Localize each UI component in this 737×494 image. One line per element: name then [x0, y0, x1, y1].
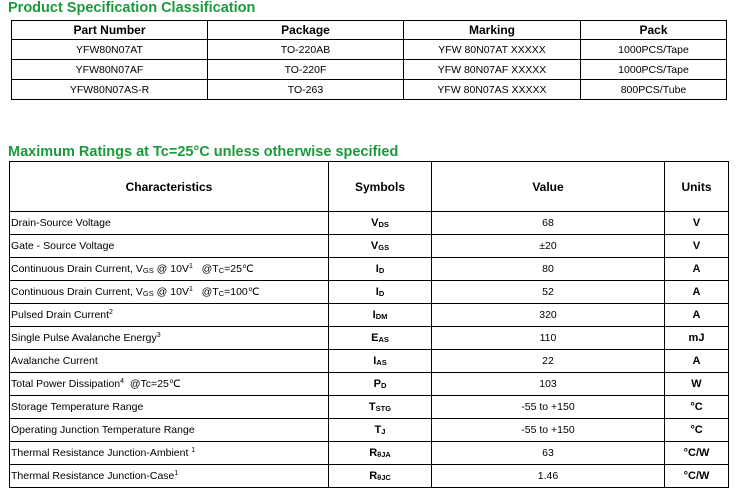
footnote-ref: 1 — [174, 470, 179, 477]
part-number-cell: YFW80N07AF — [12, 60, 208, 80]
unit-cell: °C/W — [665, 442, 729, 465]
symbol-letter: I — [375, 286, 379, 298]
characteristic-cell — [10, 281, 329, 304]
unit-cell: A — [665, 281, 729, 304]
symbol-letter: P — [373, 378, 381, 390]
footnote-ref: 3 — [156, 332, 161, 339]
characteristic-text: Storage Temperature Range — [11, 401, 144, 413]
package-cell: TO-263 — [208, 80, 404, 100]
characteristic-cell — [10, 419, 329, 442]
characteristic-text-part: =25℃ — [224, 263, 254, 275]
symbol-letter: V — [371, 217, 379, 229]
value-cell: 103 — [432, 373, 665, 396]
ratings-row — [10, 212, 729, 235]
spec-row — [12, 40, 727, 60]
spec-header-pack: Pack — [581, 21, 727, 40]
ratings-header-symbols: Symbols — [329, 162, 432, 212]
symbol-subscript: DM — [375, 312, 388, 321]
characteristic-text: Single Pulse Avalanche Energy — [11, 332, 157, 344]
symbol-cell — [329, 235, 432, 258]
symbol-subscript: AS — [378, 335, 389, 344]
unit-cell: A — [665, 258, 729, 281]
symbol-subscript: D — [380, 381, 387, 390]
symbol-cell — [329, 304, 432, 327]
ratings-header-units: Units — [665, 162, 729, 212]
ratings-table — [9, 161, 729, 488]
value-cell: 63 — [432, 442, 665, 465]
characteristic-text-part: @ 10V — [153, 263, 189, 275]
pack-cell: 1000PCS/Tape — [581, 60, 727, 80]
characteristic-text-part: @T — [192, 263, 219, 275]
value-cell: 110 — [432, 327, 665, 350]
footnote-ref: 1 — [191, 447, 196, 454]
footnote-ref: 4 — [120, 378, 125, 385]
characteristic-text: Total Power Dissipation — [11, 378, 121, 390]
spec-section-title: Product Specification Classification — [8, 0, 256, 16]
characteristic-text-part: V — [135, 286, 143, 298]
ratings-row — [10, 465, 729, 488]
spec-header-marking: Marking — [404, 21, 581, 40]
characteristic-cell — [10, 235, 329, 258]
symbol-cell — [329, 327, 432, 350]
symbol-cell — [329, 396, 432, 419]
package-cell: TO-220AB — [208, 40, 404, 60]
ratings-row — [10, 442, 729, 465]
symbol-subscript: GS — [378, 243, 390, 252]
ratings-row — [10, 304, 729, 327]
characteristic-cell — [10, 442, 329, 465]
characteristic-text-part: V — [135, 263, 143, 275]
characteristic-cell — [10, 350, 329, 373]
symbol-subscript: J — [381, 427, 386, 436]
symbol-cell — [329, 212, 432, 235]
spec-row — [12, 60, 727, 80]
symbol-letter: T — [368, 401, 376, 413]
symbol-cell — [329, 373, 432, 396]
symbol-letter: I — [372, 309, 376, 321]
symbol-subscript: D — [378, 289, 385, 298]
package-cell: TO-220F — [208, 60, 404, 80]
symbol-cell — [329, 281, 432, 304]
symbol-letter: R — [369, 447, 378, 459]
characteristic-text: Avalanche Current — [11, 355, 98, 367]
unit-cell: °C — [665, 396, 729, 419]
marking-cell: YFW 80N07AT XXXXX — [404, 40, 581, 60]
spec-row — [12, 80, 727, 100]
characteristic-cell — [10, 373, 329, 396]
value-cell: 320 — [432, 304, 665, 327]
symbol-subscript: AS — [376, 358, 387, 367]
marking-cell: YFW 80N07AF XXXXX — [404, 60, 581, 80]
pack-cell: 1000PCS/Tape — [581, 40, 727, 60]
value-cell: -55 to +150 — [432, 419, 665, 442]
ratings-row — [10, 419, 729, 442]
subscript-text: C — [218, 266, 225, 275]
spec-header-row — [12, 21, 727, 40]
ratings-row — [10, 373, 729, 396]
ratings-section-title: Maximum Ratings at Tc=25°C unless otherwise specified — [8, 144, 399, 160]
symbol-subscript: θJA — [377, 450, 391, 459]
characteristic-text-part: =100℃ — [224, 286, 260, 298]
value-cell: 52 — [432, 281, 665, 304]
ratings-body — [10, 212, 729, 488]
characteristic-text: Continuous Drain Current, — [11, 286, 136, 298]
subscript-text: C — [218, 289, 225, 298]
unit-cell: V — [665, 235, 729, 258]
unit-cell: mJ — [665, 327, 729, 350]
unit-cell: A — [665, 304, 729, 327]
footnote-ref: 1 — [188, 286, 193, 293]
characteristic-text-part: @T — [192, 286, 219, 298]
value-cell: ±20 — [432, 235, 665, 258]
ratings-row — [10, 396, 729, 419]
symbol-cell — [329, 419, 432, 442]
unit-cell: °C/W — [665, 465, 729, 488]
footnote-ref: 1 — [188, 263, 193, 270]
subscript-text: GS — [142, 289, 154, 298]
footnote-ref: 2 — [109, 309, 113, 316]
subscript-text: GS — [142, 266, 154, 275]
characteristic-text-part: @Tc=25℃ — [124, 378, 181, 390]
unit-cell: V — [665, 212, 729, 235]
symbol-cell — [329, 465, 432, 488]
ratings-row — [10, 327, 729, 350]
symbol-letter: T — [374, 424, 382, 436]
value-cell: 1.46 — [432, 465, 665, 488]
symbol-letter: I — [373, 355, 377, 367]
characteristic-text: Drain-Source Voltage — [11, 217, 111, 229]
characteristic-text: Thermal Resistance Junction-Case — [11, 470, 175, 482]
ratings-header-characteristics: Characteristics — [10, 162, 329, 212]
part-number-cell: YFW80N07AT — [12, 40, 208, 60]
symbol-subscript: θJC — [377, 473, 391, 482]
symbol-letter: V — [370, 240, 379, 252]
characteristic-cell — [10, 304, 329, 327]
symbol-cell — [329, 258, 432, 281]
value-cell: 68 — [432, 212, 665, 235]
value-cell: -55 to +150 — [432, 396, 665, 419]
characteristic-cell — [10, 327, 329, 350]
characteristic-cell — [10, 465, 329, 488]
characteristic-cell — [10, 258, 329, 281]
value-cell: 80 — [432, 258, 665, 281]
characteristic-cell — [10, 212, 329, 235]
pack-cell: 800PCS/Tube — [581, 80, 727, 100]
ratings-row — [10, 281, 729, 304]
characteristic-text-part: @ 10V — [153, 286, 189, 298]
spec-header-package: Package — [208, 21, 404, 40]
spec-table — [11, 20, 727, 100]
symbol-cell — [329, 442, 432, 465]
characteristic-text: Continuous Drain Current, — [11, 263, 136, 275]
ratings-header-row — [10, 162, 729, 212]
marking-cell: YFW 80N07AS XXXXX — [404, 80, 581, 100]
symbol-letter: R — [369, 470, 378, 482]
ratings-row — [10, 235, 729, 258]
part-number-cell: YFW80N07AS-R — [12, 80, 208, 100]
characteristic-text: Gate - Source Voltage — [11, 240, 115, 252]
symbol-letter: I — [375, 263, 379, 275]
characteristic-text: Operating Junction Temperature Range — [11, 424, 195, 436]
symbol-subscript: STG — [375, 404, 392, 413]
characteristic-text: Thermal Resistance Junction-Ambient — [11, 447, 192, 459]
symbol-letter: E — [371, 332, 379, 344]
ratings-header-value: Value — [432, 162, 665, 212]
spec-header-part-number: Part Number — [12, 21, 208, 40]
unit-cell: A — [665, 350, 729, 373]
value-cell: 22 — [432, 350, 665, 373]
characteristic-cell — [10, 396, 329, 419]
characteristic-text: Pulsed Drain Current — [11, 309, 110, 321]
symbol-cell — [329, 350, 432, 373]
symbol-subscript: D — [378, 266, 385, 275]
ratings-row — [10, 350, 729, 373]
ratings-row — [10, 258, 729, 281]
unit-cell: °C — [665, 419, 729, 442]
unit-cell: W — [665, 373, 729, 396]
symbol-subscript: DS — [378, 220, 389, 229]
